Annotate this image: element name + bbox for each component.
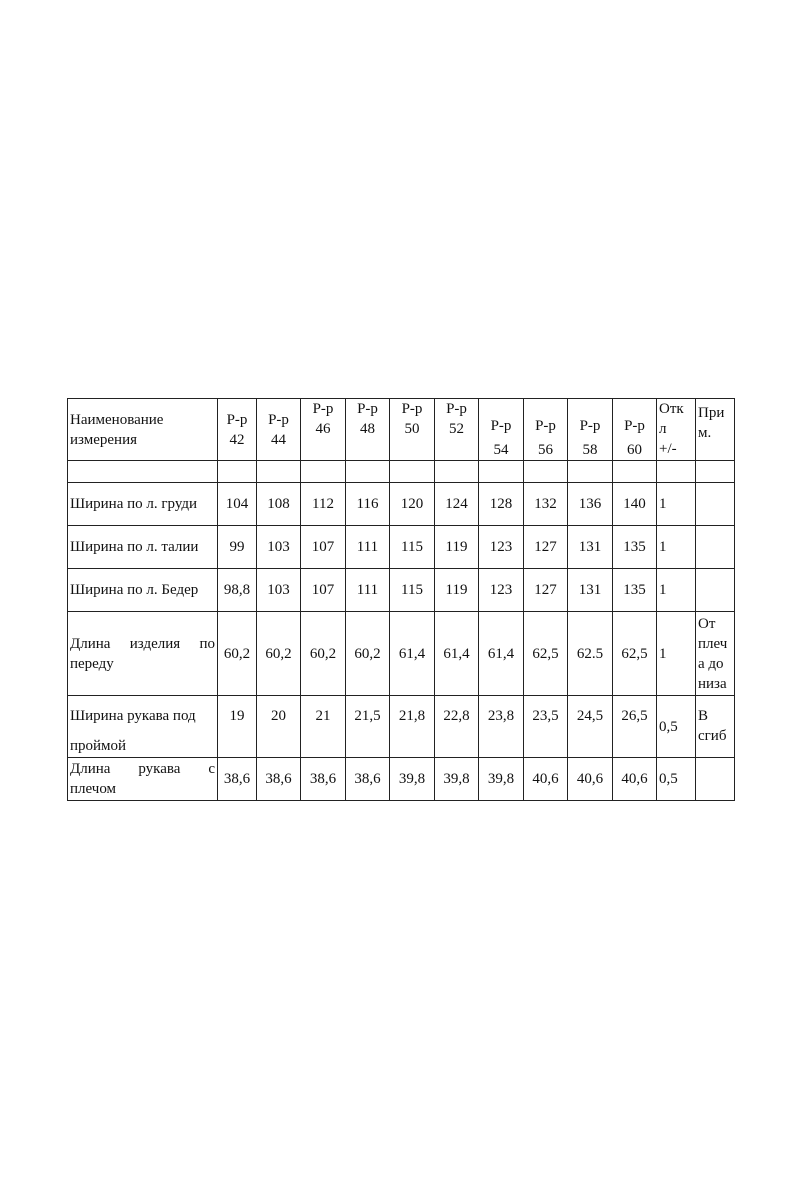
table-row (68, 696, 735, 758)
value-cell: 111 (346, 526, 390, 569)
value-cell: 123 (479, 526, 524, 569)
deviation-line1: Отк (659, 401, 684, 417)
header-size-54 (479, 399, 524, 461)
value-cell: 104 (218, 483, 257, 526)
value-cell: 60,2 (218, 612, 257, 696)
empty-cell (68, 461, 218, 483)
value-cell: 38,6 (218, 758, 257, 801)
row-name-line2: проймой (70, 738, 127, 754)
note-line: плеч (698, 635, 728, 652)
value-cell: 103 (257, 569, 301, 612)
value-cell: 140 (613, 483, 657, 526)
value-cell: 22,8 (435, 696, 479, 758)
row-name: Ширина по л. Бедер (68, 569, 218, 612)
size-chart-table (67, 398, 735, 801)
empty-cell (613, 461, 657, 483)
value-cell: 127 (524, 526, 568, 569)
note-line: сгиб (698, 728, 727, 744)
empty-cell (568, 461, 613, 483)
row-name (68, 696, 218, 758)
value-cell: 60,2 (257, 612, 301, 696)
value-cell: 103 (257, 526, 301, 569)
header-size-42 (218, 399, 257, 461)
header-note (696, 399, 735, 461)
size-value: 58 (582, 442, 598, 458)
row-name-line2: плечом (70, 781, 117, 797)
table-row (68, 483, 735, 526)
value-cell: 60,2 (346, 612, 390, 696)
value-cell: 108 (257, 483, 301, 526)
empty-cell (257, 461, 301, 483)
size-label: Р-р (401, 401, 423, 417)
size-label: Р-р (357, 401, 378, 417)
empty-cell (479, 461, 524, 483)
value-cell: 135 (613, 526, 657, 569)
value-cell: 62.5 (568, 612, 613, 696)
size-value: 54 (493, 442, 509, 458)
note-line2: м. (698, 425, 712, 441)
deviation-cell: 1 (657, 612, 696, 696)
value-cell: 119 (435, 569, 479, 612)
value-cell: 19 (218, 696, 257, 758)
value-cell: 39,8 (390, 758, 435, 801)
deviation-cell: 1 (657, 526, 696, 569)
value-cell: 23,5 (524, 696, 568, 758)
value-cell: 116 (346, 483, 390, 526)
table-row (68, 612, 735, 696)
deviation-cell: 1 (657, 483, 696, 526)
value-cell: 135 (613, 569, 657, 612)
row-name: Ширина по л. талии (68, 526, 218, 569)
note-cell (696, 526, 735, 569)
value-cell: 131 (568, 569, 613, 612)
header-size-52 (435, 399, 479, 461)
deviation-cell: 1 (657, 569, 696, 612)
deviation-line3: +/- (659, 441, 677, 457)
value-cell: 60,2 (301, 612, 346, 696)
header-name-line1: Наименование (70, 411, 164, 428)
note-line: а до (698, 655, 724, 672)
note-line: низа (698, 675, 727, 692)
value-cell: 62,5 (524, 612, 568, 696)
value-cell: 38,6 (301, 758, 346, 801)
value-cell: 127 (524, 569, 568, 612)
deviation-line2: л (659, 421, 667, 437)
value-cell: 119 (435, 526, 479, 569)
row-name (68, 758, 218, 801)
value-cell: 38,6 (257, 758, 301, 801)
value-cell: 123 (479, 569, 524, 612)
deviation-cell: 0,5 (657, 758, 696, 801)
header-size-56 (524, 399, 568, 461)
header-size-48 (346, 399, 390, 461)
empty-cell (657, 461, 696, 483)
empty-row (68, 461, 735, 483)
header-size-58 (568, 399, 613, 461)
empty-cell (696, 461, 735, 483)
value-cell: 38,6 (346, 758, 390, 801)
empty-cell (524, 461, 568, 483)
size-label: Р-р (268, 411, 289, 428)
value-cell: 136 (568, 483, 613, 526)
value-cell: 131 (568, 526, 613, 569)
value-cell: 107 (301, 526, 346, 569)
header-name-line2: измерения (70, 431, 138, 448)
table-row (68, 569, 735, 612)
note-cell (696, 612, 735, 696)
value-cell: 26,5 (613, 696, 657, 758)
size-value: 48 (360, 421, 375, 437)
table-row (68, 526, 735, 569)
value-cell: 115 (390, 526, 435, 569)
empty-cell (390, 461, 435, 483)
size-label: Р-р (312, 401, 334, 417)
value-cell: 112 (301, 483, 346, 526)
row-name: Ширина по л. груди (68, 483, 218, 526)
size-value: 52 (449, 421, 464, 437)
size-label: Р-р (226, 411, 248, 428)
note-cell (696, 569, 735, 612)
size-value: 46 (315, 421, 331, 437)
row-name-line1: Длина изделия по (70, 635, 215, 652)
value-cell: 115 (390, 569, 435, 612)
value-cell: 61,4 (479, 612, 524, 696)
deviation-cell: 0,5 (657, 696, 696, 758)
size-label: Р-р (624, 418, 645, 434)
value-cell: 61,4 (435, 612, 479, 696)
size-label: Р-р (490, 418, 512, 434)
value-cell: 39,8 (479, 758, 524, 801)
row-name-line1: Ширина рукава под (70, 708, 196, 724)
row-name-line1: Длина рукава с (70, 761, 215, 777)
value-cell: 23,8 (479, 696, 524, 758)
note-cell (696, 696, 735, 758)
header-size-50 (390, 399, 435, 461)
value-cell: 40,6 (568, 758, 613, 801)
size-label: Р-р (579, 418, 601, 434)
note-cell (696, 483, 735, 526)
header-size-44 (257, 399, 301, 461)
row-name-line2: переду (70, 655, 114, 672)
value-cell: 21,8 (390, 696, 435, 758)
size-value: 44 (271, 431, 286, 448)
size-label: Р-р (535, 418, 556, 434)
value-cell: 62,5 (613, 612, 657, 696)
value-cell: 99 (218, 526, 257, 569)
size-value: 50 (404, 421, 420, 437)
note-cell (696, 758, 735, 801)
header-measurement-name (68, 399, 218, 461)
empty-cell (435, 461, 479, 483)
note-line: От (698, 615, 716, 632)
value-cell: 39,8 (435, 758, 479, 801)
empty-cell (218, 461, 257, 483)
empty-cell (346, 461, 390, 483)
header-size-46 (301, 399, 346, 461)
value-cell: 61,4 (390, 612, 435, 696)
value-cell: 107 (301, 569, 346, 612)
value-cell: 21,5 (346, 696, 390, 758)
value-cell: 24,5 (568, 696, 613, 758)
header-row (68, 399, 735, 461)
table-row (68, 758, 735, 801)
value-cell: 98,8 (218, 569, 257, 612)
size-value: 60 (627, 442, 642, 458)
size-value: 42 (229, 431, 245, 448)
value-cell: 120 (390, 483, 435, 526)
empty-cell (301, 461, 346, 483)
value-cell: 128 (479, 483, 524, 526)
value-cell: 124 (435, 483, 479, 526)
note-line1: При (698, 405, 725, 421)
value-cell: 40,6 (613, 758, 657, 801)
header-size-60 (613, 399, 657, 461)
value-cell: 40,6 (524, 758, 568, 801)
value-cell: 132 (524, 483, 568, 526)
header-deviation (657, 399, 696, 461)
value-cell: 21 (301, 696, 346, 758)
note-line: В (698, 708, 709, 724)
value-cell: 20 (257, 696, 301, 758)
size-value: 56 (538, 442, 553, 458)
value-cell: 111 (346, 569, 390, 612)
size-label: Р-р (446, 401, 467, 417)
row-name (68, 612, 218, 696)
